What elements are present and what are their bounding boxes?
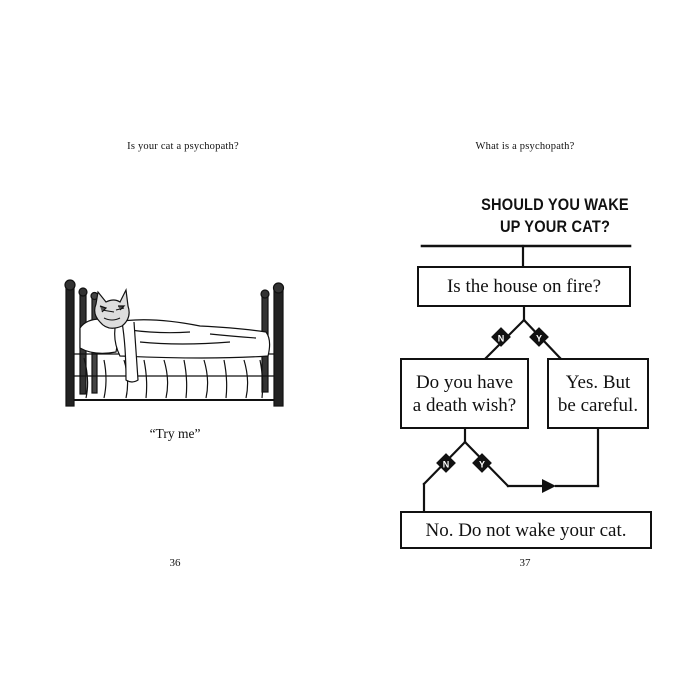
flow-arrowhead xyxy=(542,479,556,493)
no-label-2: N xyxy=(442,459,450,470)
answer-do-not-wake xyxy=(400,511,652,549)
page-number-left: 36 xyxy=(169,557,181,569)
yes-diamond-2 xyxy=(472,453,492,473)
question-death-wish-line2: a death wish? xyxy=(412,394,517,416)
yes-label-2: Y xyxy=(478,459,486,470)
yes-label-1: Y xyxy=(535,333,543,344)
flowchart-connectors xyxy=(350,0,700,700)
right-page xyxy=(350,0,700,700)
answer-yes-line2: be careful. xyxy=(557,394,639,416)
question-house-on-fire-text: Is the house on fire? xyxy=(446,276,602,297)
cat-in-bed-illustration xyxy=(60,276,292,408)
illustration-caption: “Try me” xyxy=(149,426,201,441)
question-house-on-fire xyxy=(417,266,631,307)
answer-yes-be-careful xyxy=(547,358,649,429)
question-death-wish-line1: Do you have xyxy=(415,371,514,393)
answer-yes-line1: Yes. But xyxy=(565,371,631,393)
page-number-right: 37 xyxy=(519,557,531,569)
no-label-1: N xyxy=(497,333,505,344)
answer-do-not-wake-text: No. Do not wake your cat. xyxy=(425,519,627,541)
flowchart-title-line1: SHOULD YOU WAKE xyxy=(481,195,629,214)
running-head-left: Is your cat a psychopath? xyxy=(127,141,239,152)
no-diamond-1 xyxy=(491,327,511,347)
running-head-right: What is a psychopath? xyxy=(475,141,575,152)
flowchart-title-line2: UP YOUR CAT? xyxy=(499,217,611,236)
question-death-wish xyxy=(400,358,529,429)
